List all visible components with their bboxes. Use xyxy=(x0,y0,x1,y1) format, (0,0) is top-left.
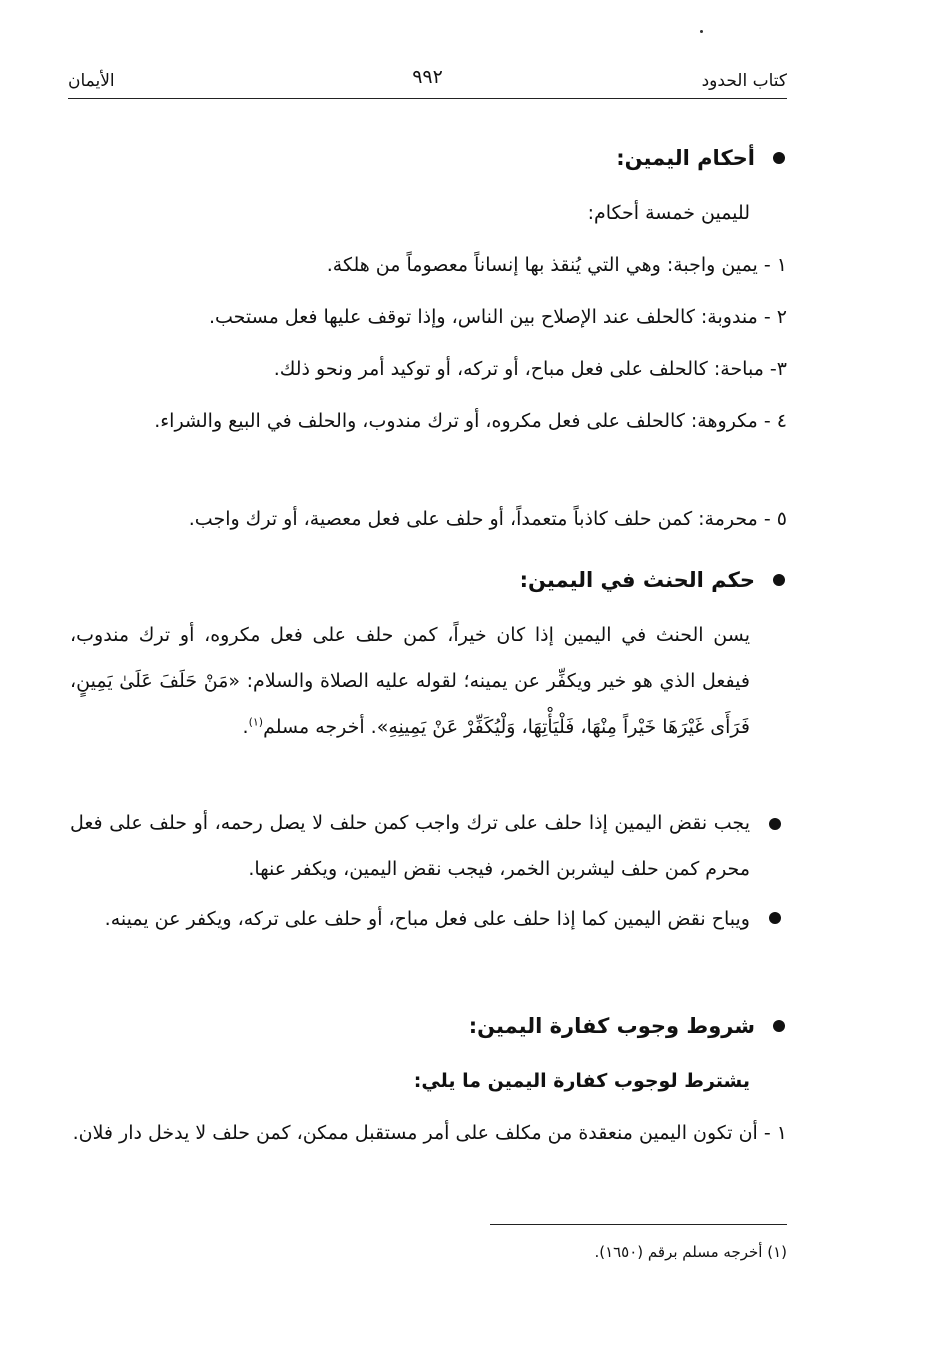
heading-bullet-icon xyxy=(773,152,785,164)
footnote: (١) أخرجه مسلم برقم (١٦٥٠). xyxy=(594,1243,787,1261)
footnote-divider xyxy=(490,1224,787,1225)
list-item: ٢ - مندوبة: كالحلف عند الإصلاح بين الناس، وإذا توقف عليها فعل مستحب. xyxy=(208,306,787,328)
header-chapter-title: الأيمان xyxy=(68,71,115,91)
header-divider xyxy=(68,98,787,99)
section-intro: لليمين خمسة أحكام: xyxy=(587,202,750,224)
bullet-item: يجب نقض اليمين إذا حلف على ترك واجب كمن حلف لا يصل رحمه، أو حلف على فعل محرم كمن حلف ليشربن الخمر، فيجب نقض اليمين، ويكفر عنها. xyxy=(70,812,750,880)
bullet-item: ويباح نقض اليمين كما إذا حلف على فعل مباح، أو حلف على تركه، ويكفر عن يمينه. xyxy=(104,908,750,930)
scan-speck xyxy=(700,30,703,33)
list-item: ١ - أن تكون اليمين منعقدة من مكلف على أمر مستقبل ممكن، كمن حلف لا يدخل دار فلان. xyxy=(72,1122,787,1144)
list-item: ٥ - محرمة: كمن حلف كاذباً متعمداً، أو حلف على فعل معصية، أو ترك واجب. xyxy=(188,508,787,530)
header-book-title: كتاب الحدود xyxy=(701,71,787,91)
running-header xyxy=(68,66,787,100)
section-paragraph: يسن الحنث في اليمين إذا كان خيراً، كمن حلف على فعل مكروه، أو ترك مندوب، فيفعل الذي هو خير ويكفِّر عن يمينه؛ لقوله عليه الصلاة والسلام: «مَنْ حَلَفَ عَلَىٰ يَمِينٍ، فَرَأَى غَيْرَهَا خَيْراً مِنْهَا، فَلْيَأْتِهَا، وَلْيُكَفِّرْ عَنْ يَمِينِهِ». أخرجه مسلم$^{(١)}$. xyxy=(70,624,750,738)
list-item: ١ - يمين واجبة: وهي التي يُنقذ بها إنساناً معصوماً من هلكة. xyxy=(326,254,787,276)
section-heading-expiation-conditions: شروط وجوب كفارة اليمين: xyxy=(468,1014,755,1038)
list-item: ٤ - مكروهة: كالحلف على فعل مكروه، أو ترك مندوب، والحلف في البيع والشراء. xyxy=(154,410,787,432)
heading-bullet-icon xyxy=(773,574,785,586)
list-item: ٣- مباحة: كالحلف على فعل مباح، أو تركه، أو توكيد أمر ونحو ذلك. xyxy=(273,358,787,380)
heading-bullet-icon xyxy=(773,1020,785,1032)
list-bullet-icon xyxy=(769,818,781,830)
list-bullet-icon xyxy=(769,912,781,924)
footnote-reference: (١) xyxy=(248,715,264,729)
section-heading-oath-rulings: أحكام اليمين: xyxy=(616,146,755,170)
section-intro: يشترط لوجوب كفارة اليمين ما يلي: xyxy=(413,1070,750,1092)
section-heading-oath-breaking: حكم الحنث في اليمين: xyxy=(519,568,755,592)
page-number: ٩٩٢ xyxy=(412,66,443,88)
